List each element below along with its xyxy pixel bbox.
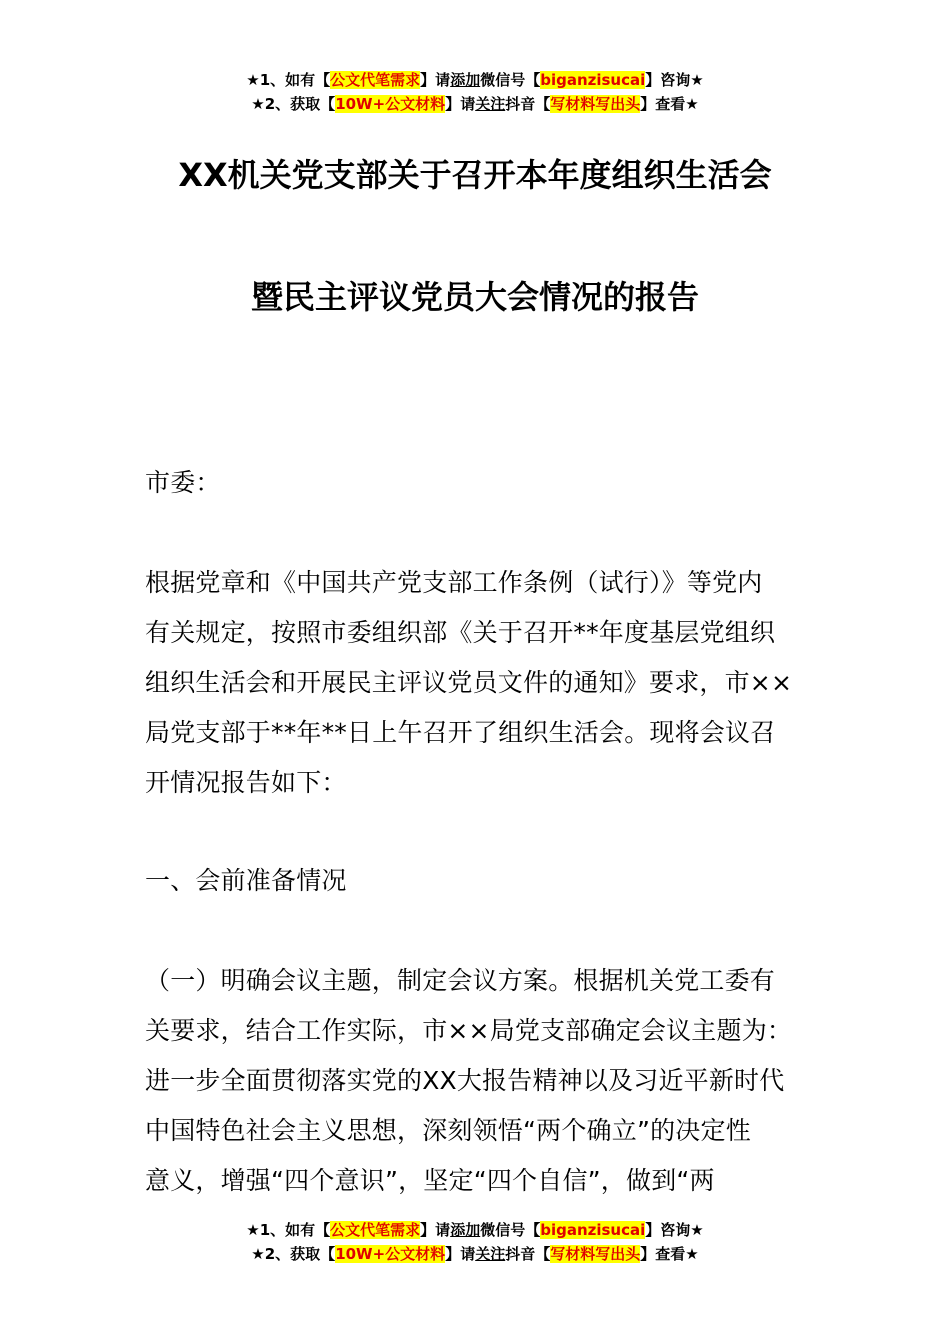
banner-text: 抖音【: [505, 95, 551, 113]
banner-text: ★1、如有【: [246, 71, 331, 89]
banner-highlight: 公文代笔需求: [330, 1221, 421, 1239]
banner-text: ★2、获取【: [251, 95, 336, 113]
paragraph-line: 开情况报告如下：: [145, 768, 347, 797]
banner-text: 】咨询★: [645, 1221, 704, 1239]
banner-underlined: 添加: [450, 1221, 481, 1239]
paragraph-line: 有关规定，按照市委组织部《关于召开**年度基层党组织: [145, 618, 776, 647]
footer-banner: [0, 1218, 950, 1266]
header-banner: [0, 68, 950, 116]
banner-douyin-id: 写材料写出头: [550, 95, 641, 113]
banner-text: ★1、如有【: [246, 1221, 331, 1239]
document-title-line-1: XX机关党支部关于召开本年度组织生活会: [178, 156, 772, 194]
banner-highlight: 公文代笔需求: [330, 71, 421, 89]
banner-text: 】请: [445, 95, 476, 113]
banner-underlined: 关注: [475, 95, 506, 113]
paragraph-line: 关要求，结合工作实际，市××局党支部确定会议主题为：: [145, 1016, 793, 1045]
banner-text: 微信号【: [480, 1221, 541, 1239]
paragraph-line: 中国特色社会主义思想，深刻领悟“两个确立”的决定性: [145, 1116, 751, 1145]
paragraph-1: [145, 558, 810, 808]
banner-text: 】咨询★: [645, 71, 704, 89]
banner-text: 】查看★: [640, 1245, 699, 1263]
paragraph-2: [145, 956, 810, 1206]
paragraph-line: 进一步全面贯彻落实党的XX大报告精神以及习近平新时代: [145, 1066, 785, 1095]
banner-highlight: 10W+公文材料: [335, 1245, 446, 1263]
paragraph-line: 根据党章和《中国共产党支部工作条例（试行）》等党内: [145, 568, 763, 597]
banner-underlined: 添加: [450, 71, 481, 89]
banner-line-1: [0, 68, 950, 92]
banner-line-2: [0, 92, 950, 116]
paragraph-line: 局党支部于**年**日上午召开了组织生活会。现将会议召: [145, 718, 776, 747]
banner-text: 】请: [420, 1221, 451, 1239]
banner-text: 】查看★: [640, 95, 699, 113]
banner-line-1: [0, 1218, 950, 1242]
paragraph-line: 意义，增强“四个意识”，坚定“四个自信”，做到“两: [145, 1166, 715, 1195]
banner-text: 】请: [420, 71, 451, 89]
paragraph-line: 组织生活会和开展民主评议党员文件的通知》要求，市××: [145, 668, 793, 697]
banner-douyin-id: 写材料写出头: [550, 1245, 641, 1263]
paragraph-line: （一）明确会议主题，制定会议方案。根据机关党工委有: [145, 966, 776, 995]
banner-highlight: 10W+公文材料: [335, 95, 446, 113]
banner-wechat-id: biganzisucai: [540, 1221, 646, 1239]
banner-text: 】请: [445, 1245, 476, 1263]
banner-text: ★2、获取【: [251, 1245, 336, 1263]
banner-text: 抖音【: [505, 1245, 551, 1263]
salutation: 市委：: [145, 468, 221, 497]
section-heading-1: 一、会前准备情况: [145, 866, 347, 895]
banner-line-2: [0, 1242, 950, 1266]
banner-wechat-id: biganzisucai: [540, 71, 646, 89]
banner-underlined: 关注: [475, 1245, 506, 1263]
document-title-line-2: 暨民主评议党员大会情况的报告: [250, 278, 699, 316]
banner-text: 微信号【: [480, 71, 541, 89]
